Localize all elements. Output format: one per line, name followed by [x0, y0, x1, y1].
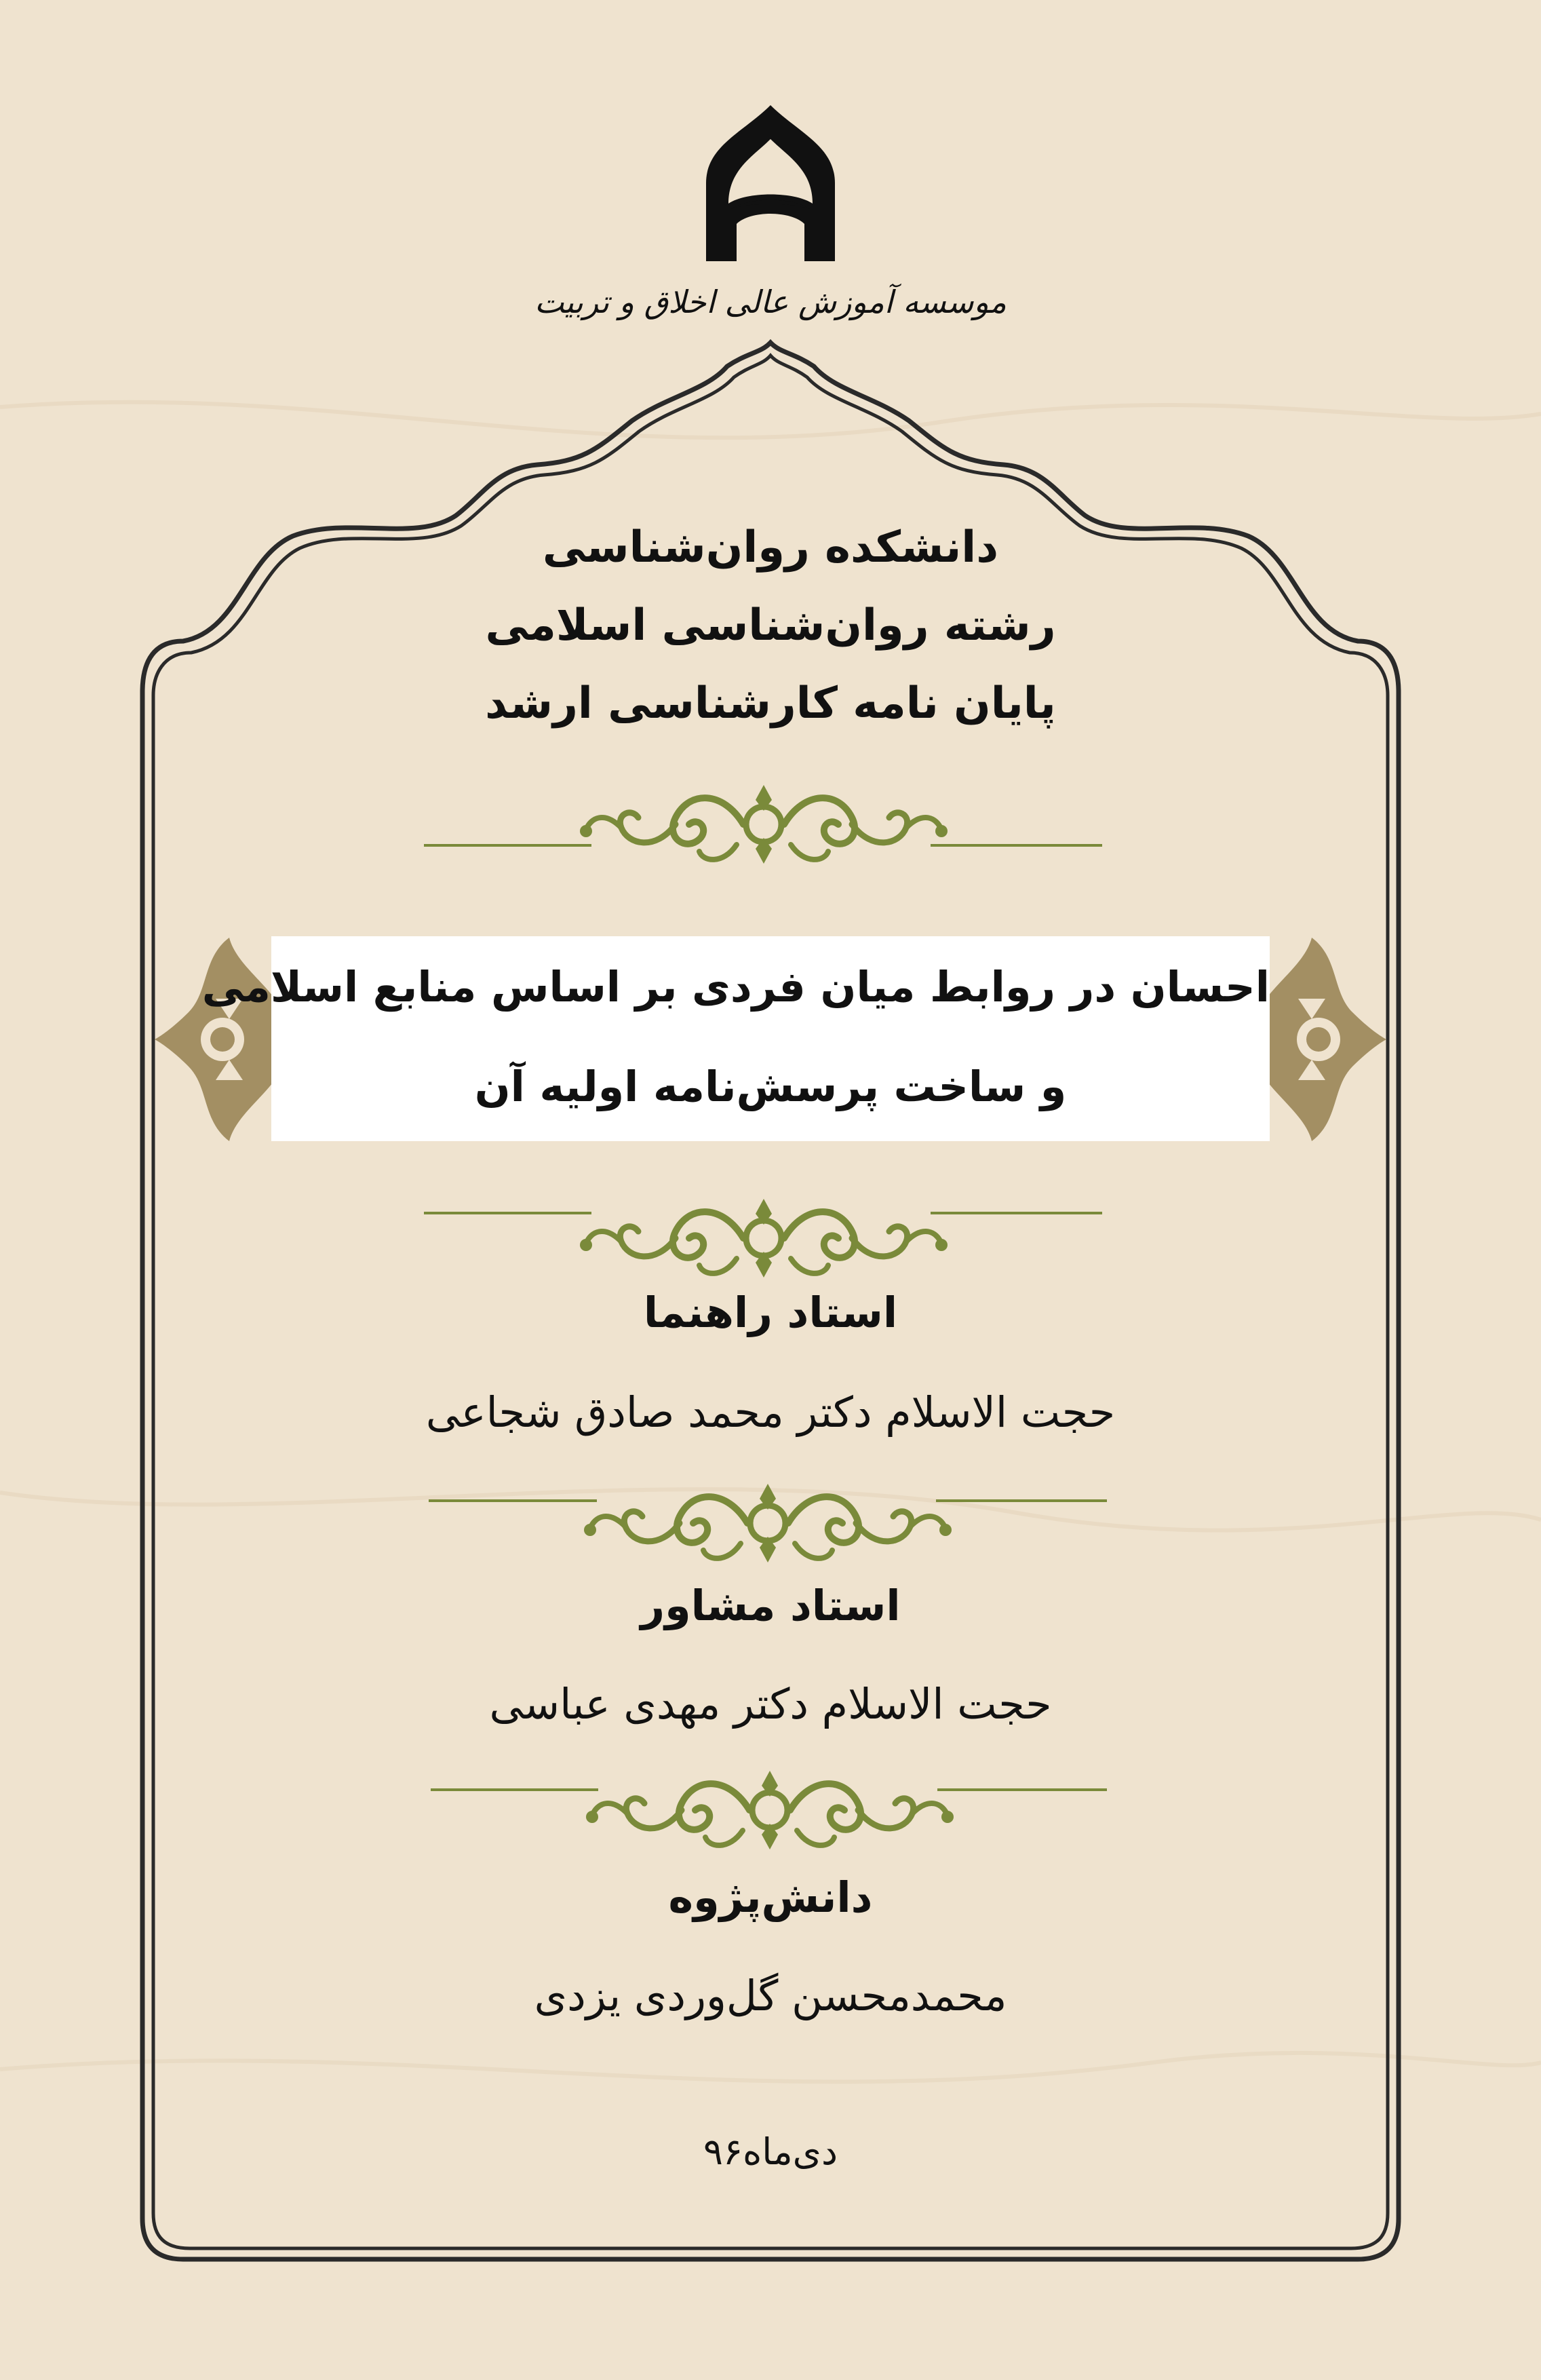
- student-name: محمدمحسن گل‌وردی یزدی: [534, 1971, 1007, 2020]
- institute-name: موسسه آموزش عالی اخلاق و تربیت: [534, 284, 1007, 320]
- degree-title: پایان نامه کارشناسی ارشد: [485, 678, 1056, 729]
- thesis-title-line-2: و ساخت پرسش‌نامه اولیه آن: [474, 1062, 1067, 1111]
- faculty-name: دانشکده روان‌شناسی: [542, 522, 999, 573]
- advisor-label: استاد مشاور: [640, 1581, 901, 1630]
- date-label: دی‌ماه۹۶: [703, 2130, 838, 2173]
- thesis-title-line-1: احسان در روابط میان فردی بر اساس منابع اسلامی: [201, 962, 1270, 1012]
- supervisor-label: استاد راهنما: [643, 1288, 898, 1337]
- advisor-name: حجت الاسلام دکتر مهدی عباسی: [489, 1679, 1052, 1729]
- supervisor-name: حجت الاسلام دکتر محمد صادق شجاعی: [425, 1387, 1116, 1437]
- student-label: دانش‌پژوه: [668, 1873, 873, 1922]
- field-name: رشته روان‌شناسی اسلامی: [485, 600, 1056, 651]
